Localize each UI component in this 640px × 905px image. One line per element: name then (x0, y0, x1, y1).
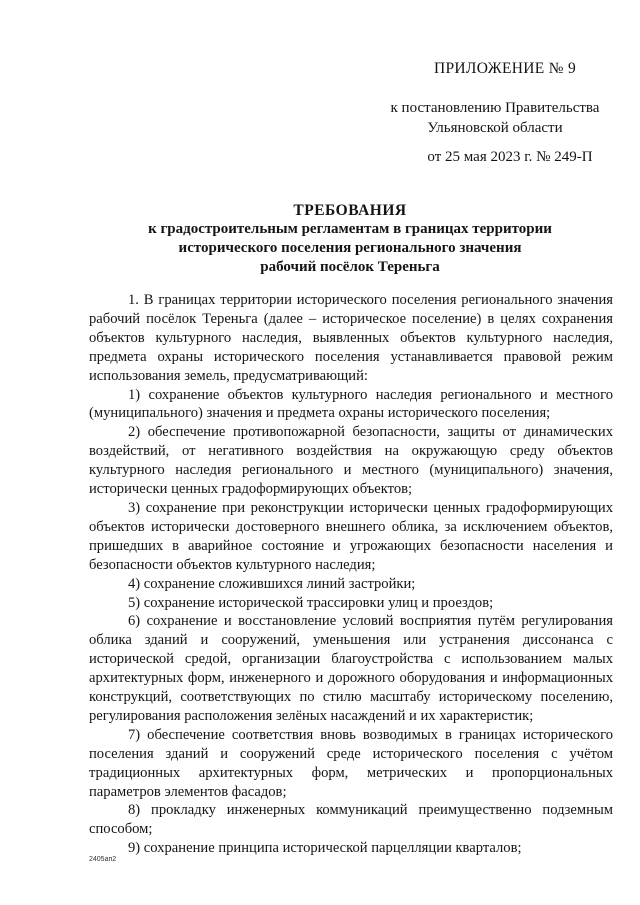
title-line2: к градостроительным регламентам в границах территории (148, 221, 552, 237)
paragraph: 1) сохранение объектов культурного наследия регионального и местного (муниципального) значения и предмета охраны исторического поселения; (89, 386, 613, 422)
title-line4: рабочий посёлок Тереньга (260, 259, 440, 275)
paragraph: 2) обеспечение противопожарной безопасности, защиты от динамических воздействий, от негативного воздействия на окружающую среду объектов культурного наследия регионального и местного (муниципального) значения, исторически ценных градоформирующих объектов; (89, 424, 613, 498)
paragraph: 1. В границах территории исторического поселения регионального значения рабочий посёлок Тереньга (далее – историческое поселение) в целях сохранения объектов культурного наследия, выявленных объектов культурного наследия, предмета охраны исторического поселения устанавливается правовой режим использования земель, предусматривающий: (89, 292, 613, 384)
title-line3: исторического поселения регионального значения (178, 240, 522, 256)
paragraph: 5) сохранение исторической трассировки улиц и проездов; (128, 594, 494, 611)
paragraph: 3) сохранение при реконструкции исторически ценных градоформирующих объектов исторически достоверного внешнего облика, за исключением объектов, пришедших в аварийное состояние и угрожающих безопасности населения и безопасности объектов культурного наследия; (89, 499, 613, 573)
document-title (100, 201, 600, 277)
annex-reference (380, 98, 610, 138)
paragraph: 6) сохранение и восстановление условий восприятия путём регулирования облика зданий и сооружений, уменьшения или устранения диссонанса с исторической средой, организации благоустройства с использованием малых архитектурных форм, инженерного и дорожного оборудования и информационных конструкций, соответствующих по стилю масштабу историческому поселению, регулирования расположения зелёных насаждений и их характеристик; (89, 613, 613, 724)
paragraph: 4) сохранение сложившихся линий застройки; (128, 575, 416, 592)
annex-ref-line2: Ульяновской области (427, 120, 563, 136)
footer-code: 2405ап2 (89, 856, 117, 863)
document-body (89, 291, 613, 858)
paragraph: 8) прокладку инженерных коммуникаций преимущественно подземным способом; (89, 802, 613, 838)
annex-title: ПРИЛОЖЕНИЕ № 9 (433, 60, 577, 77)
annex-date: от 25 мая 2023 г. № 249-П (427, 149, 593, 165)
paragraph: 7) обеспечение соответствия вновь возводимых в границах исторического поселения зданий и сооружений среде исторического поселения с учётом традиционных архитектурных форм, метрических и пропорциональных параметров элементов фасадов; (89, 726, 613, 800)
title-line1: ТРЕБОВАНИЯ (293, 202, 407, 219)
paragraph: 9) сохранение принципа исторической парцелляции кварталов; (128, 840, 522, 857)
annex-ref-line1: к постановлению Правительства (390, 100, 600, 116)
